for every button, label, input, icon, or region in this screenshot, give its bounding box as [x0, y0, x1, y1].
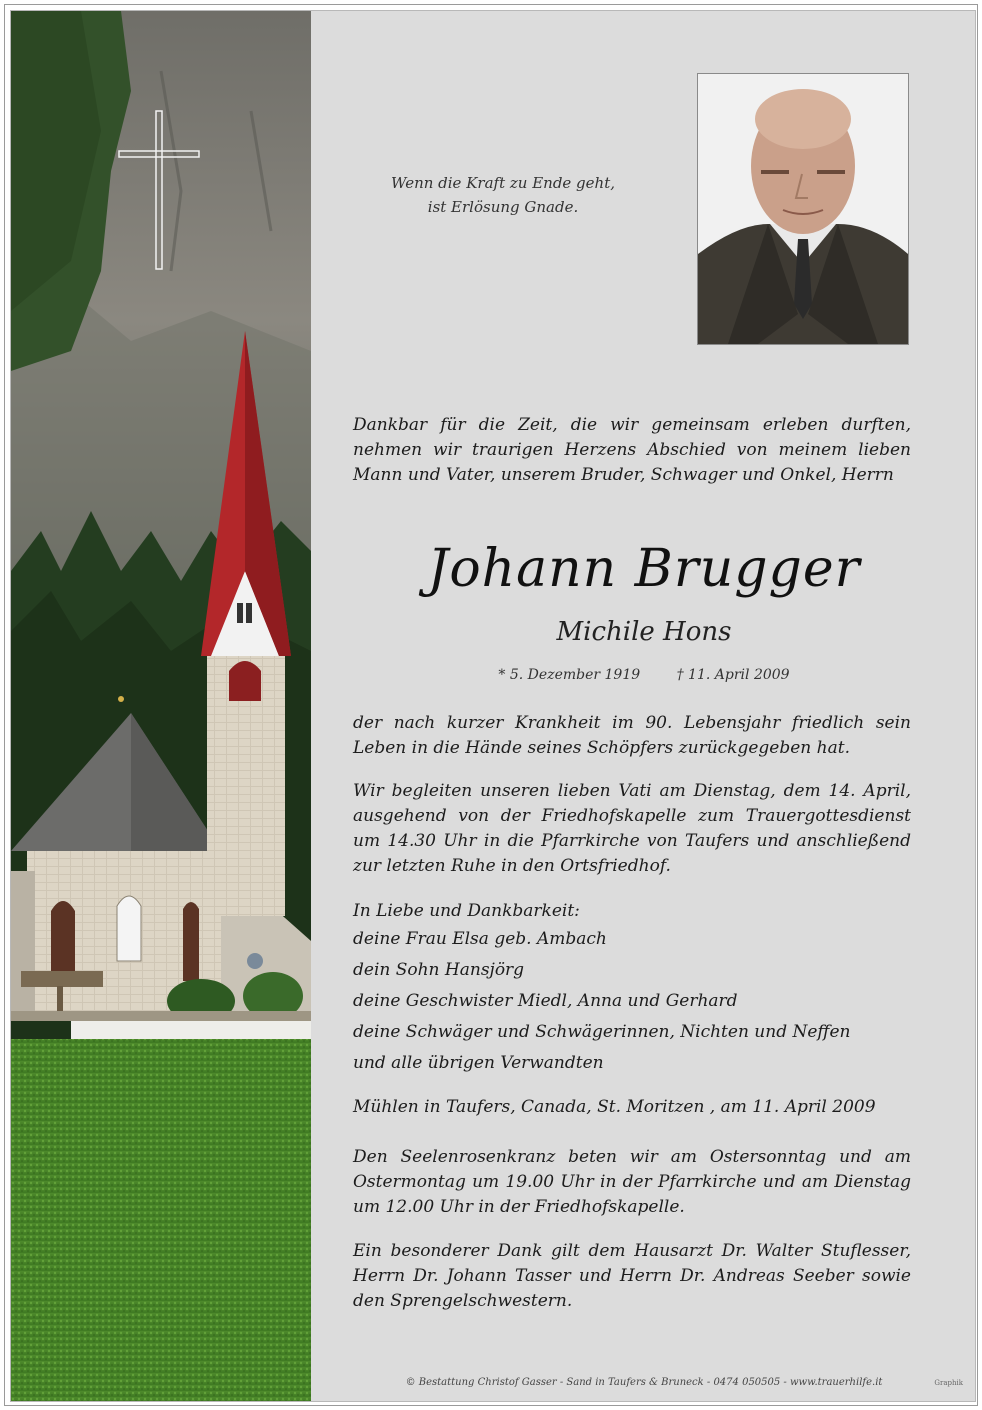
- birth-date: * 5. Dezember 1919: [498, 667, 641, 683]
- motto-quote: [373, 171, 633, 219]
- death-date: † 11. April 2009: [676, 667, 790, 683]
- deceased-nickname: Michile Hons: [556, 617, 732, 647]
- obituary-text-panel: [311, 11, 976, 1401]
- mourner-line: deine Frau Elsa geb. Ambach: [353, 929, 607, 949]
- motto-line-1: Wenn die Kraft zu Ende geht,: [391, 174, 615, 192]
- life-dates: [311, 667, 976, 683]
- mourners-list: [353, 899, 911, 1079]
- designer-signature: Graphik: [934, 1379, 963, 1387]
- place-and-date: Mühlen in Taufers, Canada, St. Moritzen , am 11. April 2009: [353, 1097, 876, 1117]
- mourner-line: deine Schwäger und Schwägerinnen, Nichten und Neffen: [353, 1022, 851, 1042]
- obituary-card: [10, 10, 976, 1402]
- mourner-line: deine Geschwister Miedl, Anna und Gerhard: [353, 991, 738, 1011]
- passing-paragraph: der nach kurzer Krankheit im 90. Lebensjahr friedlich sein Leben in die Hände seines Schöpfers zurückgegeben hat.: [353, 713, 911, 758]
- intro-text: Dankbar für die Zeit, die wir gemeinsam erleben durften, nehmen wir traurigen Herzens Abschied von meinem lieben Mann und Vater, unserem Bruder, Schwager und Onkel, Herrn: [353, 415, 911, 485]
- rosary-paragraph: Den Seelenrosenkranz beten wir am Ostersonntag und am Ostermontag um 19.00 Uhr in der Pfarrkirche und am Dienstag um 12.00 Uhr in der Friedhofskapelle.: [353, 1147, 911, 1217]
- mourner-line: und alle übrigen Verwandten: [353, 1053, 604, 1073]
- portrait-photo: [697, 73, 909, 345]
- deceased-name: Johann Brugger: [427, 539, 861, 599]
- mourner-line: dein Sohn Hansjörg: [353, 960, 525, 980]
- funeral-paragraph: Wir begleiten unseren lieben Vati am Dienstag, dem 14. April, ausgehend von der Friedhofskapelle zum Trauergottesdienst um 14.30 Uhr in die Pfarrkirche von Taufers und anschließend zur letzten Ruhe in den Ortsfriedhof.: [353, 781, 911, 876]
- thanks-paragraph: Ein besonderer Dank gilt dem Hausarzt Dr. Walter Stuflesser, Herrn Dr. Johann Tasser und Herrn Dr. Andreas Seeber sowie den Sprengelschwestern.: [353, 1241, 911, 1311]
- church-landscape-image: [11, 11, 311, 1401]
- mourners-lead: In Liebe und Dankbarkeit:: [353, 901, 580, 921]
- footer-credit: © Bestattung Christof Gasser - Sand in Taufers & Bruneck - 0474 050505 - www.trauerhilfe.it: [405, 1377, 883, 1388]
- motto-line-2: ist Erlösung Gnade.: [427, 198, 579, 216]
